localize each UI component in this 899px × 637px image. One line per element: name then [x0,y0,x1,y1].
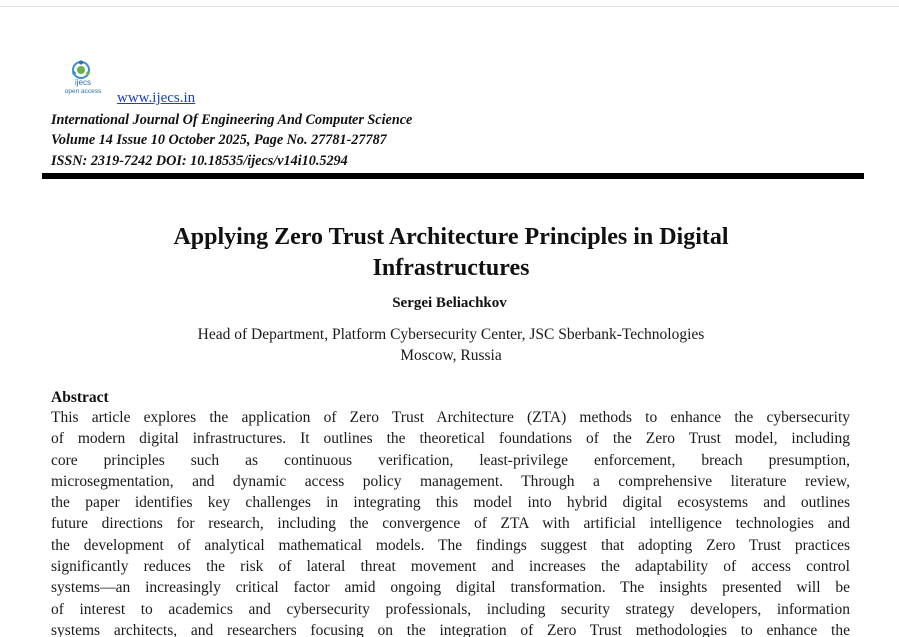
abstract-line: future directions for research, including the convergence of ZTA with artificial intelligence technologies and [51,515,850,533]
abstract-line: the development of analytical mathematical models. The findings suggest that adopting Zero Trust practices [51,536,850,554]
logo-name: ijecs [74,78,91,87]
author-affiliation: Head of Department, Platform Cybersecurity Center, JSC Sberbank-Technologies [197,326,705,343]
abstract-line: This article explores the application of Zero Trust Architecture (ZTA) methods to enhance the cybersecurity [51,409,850,426]
abstract-line: core principles such as continuous verification, least-privilege enforcement, breach presumption, [51,451,850,469]
article-title [80,222,822,284]
abstract-line: of interest to academics and cybersecurity professionals, including security strategy developers, information [51,600,850,618]
journal-name: International Journal Of Engineering And Computer Science [51,112,413,128]
journal-volume-info: Volume 14 Issue 10 October 2025, Page No. 27781-27787 [51,132,387,148]
abstract-line: significantly reduces the risk of lateral threat movement and increases the adaptability of access control [51,558,850,576]
journal-issn-doi: ISSN: 2319-7242 DOI: 10.18535/ijecs/v14i10.5294 [51,153,348,169]
author-name: Sergei Beliachkov [392,295,507,311]
abstract-line: the paper identifies key challenges in integrating this model into hybrid digital ecosystems and outlines [51,494,850,512]
abstract-line: systems architects, and researchers focusing on the integration of Zero Trust methodologies to enhance the [51,621,850,637]
article-title-line: Applying Zero Trust Architecture Principles in Digital [173,224,729,250]
journal-website-link[interactable]: www.ijecs.in [117,90,196,106]
author-location: Moscow, Russia [400,347,502,364]
logo-tagline: open access [64,88,102,95]
header-rule [42,173,864,179]
abstract-line: microsegmentation, and dynamic access policy management. Through a comprehensive literature review, [51,472,850,490]
abstract-line: systems—an increasingly critical factor amid ongoing digital transformation. The insights presented will be [51,579,850,597]
journal-logo [57,60,109,104]
article-title-line: Infrastructures [372,255,530,281]
ijecs-logo-icon [70,60,92,80]
abstract-line: of modern digital infrastructures. It outlines the theoretical foundations of the Zero Trust model, including [51,430,850,448]
abstract-body [51,407,850,637]
abstract-heading: Abstract [51,389,109,406]
viewer-top-border [0,6,899,7]
